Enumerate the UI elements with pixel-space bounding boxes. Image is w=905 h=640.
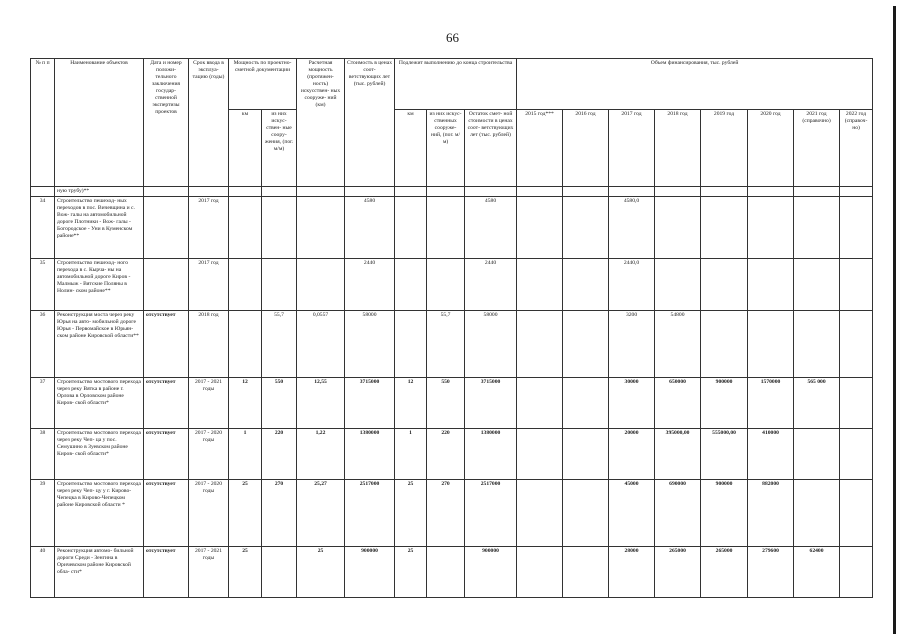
table-row-continuation xyxy=(31,187,873,197)
cell-no: 36 xyxy=(31,311,55,378)
cell-term: 2017 год xyxy=(189,259,229,311)
cell-year xyxy=(517,547,563,598)
cell-rem-cost: 900000 xyxy=(465,547,517,598)
cell-cost xyxy=(345,187,395,197)
header-date: Дата и номер положи- тельного заключения государ- ственной экспертизы проектов xyxy=(144,59,189,187)
header-year: 2021 год (справочно) xyxy=(794,110,840,187)
cell-year xyxy=(563,547,609,598)
cell-no: 39 xyxy=(31,480,55,547)
cell-year xyxy=(517,197,563,259)
cell-date xyxy=(144,259,189,311)
cell-cost: 900000 xyxy=(345,547,395,598)
cell-name: Строительство пешеход- ных переходов в пос. Вичевщина и с. Вож- галы на автомобильной дороге Плотники - Вож- галы - Богородское - Уни в Куменском районе** xyxy=(55,197,144,259)
cell-rem-cost: 3715000 xyxy=(465,378,517,429)
cell-name: Строительство мостового перехода через реку Вятка в районе г. Орлова в Орловском районе Киров- ской области* xyxy=(55,378,144,429)
cell-year: 265000 xyxy=(655,547,701,598)
cell-year xyxy=(609,187,655,197)
cell-year xyxy=(748,311,794,378)
cell-year: 690000 xyxy=(655,480,701,547)
cell-rem-art xyxy=(427,197,465,259)
header-year: 2017 год xyxy=(609,110,655,187)
cell-year xyxy=(563,187,609,197)
header-year: 2019 год xyxy=(701,110,748,187)
cell-km xyxy=(229,259,262,311)
cell-rem-km xyxy=(395,311,427,378)
cell-date: отсутствует xyxy=(144,311,189,378)
cell-km: 25 xyxy=(229,547,262,598)
cell-term xyxy=(189,187,229,197)
cell-cost: 58000 xyxy=(345,311,395,378)
cell-name: Строительство пешеход- ного перехода в с. Кырча- ны на автомобильной дороге Киров - Малмыж - Вятские Поляны в Нолин- ском районе** xyxy=(55,259,144,311)
cell-year xyxy=(840,547,873,598)
cell-year: 882000 xyxy=(748,480,794,547)
cell-km xyxy=(229,311,262,378)
cell-year xyxy=(517,311,563,378)
header-no: № п п xyxy=(31,59,55,187)
table-row xyxy=(31,429,873,480)
cell-year xyxy=(563,311,609,378)
cell-calc: 0,0557 xyxy=(297,311,345,378)
cell-year xyxy=(840,378,873,429)
cell-year: 395000,00 xyxy=(655,429,701,480)
table-row xyxy=(31,311,873,378)
cell-year: 900000 xyxy=(701,378,748,429)
cell-year xyxy=(794,197,840,259)
cell-year: 28000 xyxy=(609,547,655,598)
cell-date xyxy=(144,187,189,197)
cell-year: 45000 xyxy=(609,480,655,547)
cell-year xyxy=(655,259,701,311)
cell-name: ную трубу)** xyxy=(55,187,144,197)
cell-cost: 3715000 xyxy=(345,378,395,429)
cell-no: 37 xyxy=(31,378,55,429)
cell-year xyxy=(794,311,840,378)
cell-year xyxy=(748,197,794,259)
header-rem-km: км xyxy=(395,110,427,187)
cell-rem-km: 25 xyxy=(395,547,427,598)
cell-year xyxy=(840,197,873,259)
cell-art xyxy=(262,187,297,197)
cell-year: 2440,0 xyxy=(609,259,655,311)
cell-km: 1 xyxy=(229,429,262,480)
header-year: 2020 год xyxy=(748,110,794,187)
cell-cost: 4580 xyxy=(345,197,395,259)
cell-rem-art xyxy=(427,547,465,598)
header-year: 2016 год xyxy=(563,110,609,187)
cell-year xyxy=(840,259,873,311)
cell-calc xyxy=(297,187,345,197)
cell-date: отсутствует xyxy=(144,378,189,429)
cell-no xyxy=(31,187,55,197)
cell-no: 35 xyxy=(31,259,55,311)
cell-year xyxy=(748,259,794,311)
cell-year: 279600 xyxy=(748,547,794,598)
header-capacity-km: км xyxy=(229,110,262,187)
cell-year xyxy=(563,378,609,429)
cell-rem-cost: 2440 xyxy=(465,259,517,311)
cell-calc: 12,55 xyxy=(297,378,345,429)
cell-year xyxy=(563,480,609,547)
cell-rem-km xyxy=(395,259,427,311)
cell-year xyxy=(563,429,609,480)
cell-rem-km: 25 xyxy=(395,480,427,547)
cell-year: 650000 xyxy=(655,378,701,429)
cell-year: 900000 xyxy=(701,480,748,547)
cell-cost: 2517000 xyxy=(345,480,395,547)
cell-year xyxy=(794,187,840,197)
cell-year: 265000 xyxy=(701,547,748,598)
header-rem-art: из них искус- ственных сооруже- ний, (пог. м/м) xyxy=(427,110,465,187)
cell-year xyxy=(840,429,873,480)
cell-rem-km xyxy=(395,187,427,197)
cell-year: 565 000 xyxy=(794,378,840,429)
cell-rem-art xyxy=(427,187,465,197)
cell-year xyxy=(517,378,563,429)
cell-term: 2017 год xyxy=(189,197,229,259)
cell-year: 30000 xyxy=(609,378,655,429)
cell-term: 2017 - 2021 годы xyxy=(189,378,229,429)
cell-name: Строительство мостового перехода через реку Чеп- цу у г. Кирово-Чепецка в Кирово-Чепецком районе Кировской области * xyxy=(55,480,144,547)
cell-year: 54800 xyxy=(655,311,701,378)
cell-term: 2017 - 2021 годы xyxy=(189,547,229,598)
cell-art: 270 xyxy=(262,480,297,547)
header-calc: Расчетная мощность (протяжен- ность) искусствен- ных сооруже- ний (км) xyxy=(297,59,345,187)
cell-cost: 1380000 xyxy=(345,429,395,480)
cell-year xyxy=(563,259,609,311)
cell-year xyxy=(701,311,748,378)
cell-rem-cost: 1380000 xyxy=(465,429,517,480)
cell-year xyxy=(701,259,748,311)
cell-year xyxy=(517,259,563,311)
cell-name: Строительство мостового перехода через реку Чеп- ца у пос. Семушино в Зуевском районе Киров- ской области* xyxy=(55,429,144,480)
cell-year xyxy=(563,197,609,259)
cell-art: 220 xyxy=(262,429,297,480)
page-number: 66 xyxy=(446,30,459,45)
cell-year: 62400 xyxy=(794,547,840,598)
cell-rem-art: 550 xyxy=(427,378,465,429)
cell-calc: 1,22 xyxy=(297,429,345,480)
cell-km xyxy=(229,187,262,197)
cell-rem-cost: 58000 xyxy=(465,311,517,378)
cell-art xyxy=(262,547,297,598)
header-cost: Стоимость в ценах соот- ветствующих лет (тыс. рублей) xyxy=(345,59,395,187)
table-row xyxy=(31,547,873,598)
cell-art xyxy=(262,197,297,259)
cell-km xyxy=(229,197,262,259)
cell-name: Реконструкция моста через реку Юрья на авто- мобильной дороге Юрья - Первомайское в Юрьян- ском районе Кировской области** xyxy=(55,311,144,378)
cell-no: 40 xyxy=(31,547,55,598)
header-rem-cost: Остаток смет- ной стоимости в ценах соот- ветствующих лет (тыс. рублей) xyxy=(465,110,517,187)
cell-cost: 2440 xyxy=(345,259,395,311)
cell-year: 555000,00 xyxy=(701,429,748,480)
cell-year xyxy=(517,187,563,197)
cell-no: 34 xyxy=(31,197,55,259)
cell-year xyxy=(655,197,701,259)
header-name: Наименование объектов xyxy=(55,59,144,187)
cell-date: отсутствует xyxy=(144,429,189,480)
header-capacity: Мощность по проектно-сметной документации xyxy=(229,59,297,110)
table-row xyxy=(31,197,873,259)
cell-km: 12 xyxy=(229,378,262,429)
cell-year xyxy=(748,187,794,197)
cell-rem-art: 270 xyxy=(427,480,465,547)
cell-rem-cost xyxy=(465,187,517,197)
cell-km: 25 xyxy=(229,480,262,547)
cell-calc xyxy=(297,259,345,311)
cell-rem-art: 220 xyxy=(427,429,465,480)
cell-no: 38 xyxy=(31,429,55,480)
cell-term: 2017 - 2020 годы xyxy=(189,480,229,547)
cell-date: отсутствует xyxy=(144,547,189,598)
cell-term: 2018 год xyxy=(189,311,229,378)
table-row xyxy=(31,378,873,429)
cell-year: 4580,0 xyxy=(609,197,655,259)
cell-calc xyxy=(297,197,345,259)
cell-date xyxy=(144,197,189,259)
cell-year xyxy=(794,429,840,480)
header-remaining: Подлежит выполнению до конца строительства xyxy=(395,59,517,110)
cell-year xyxy=(840,311,873,378)
cell-year xyxy=(794,259,840,311)
page-edge-bar xyxy=(893,6,896,634)
cell-year xyxy=(840,480,873,547)
cell-rem-km: 1 xyxy=(395,429,427,480)
cell-year: 3200 xyxy=(609,311,655,378)
cell-year xyxy=(840,187,873,197)
cell-art: 550 xyxy=(262,378,297,429)
cell-year: 410000 xyxy=(748,429,794,480)
header-capacity-art: из них искус- ствен- ные соору- жения, (пог. м/м) xyxy=(262,110,297,187)
header-year: 2022 год (справоч- но) xyxy=(840,110,873,187)
cell-rem-km xyxy=(395,197,427,259)
cell-year: 20000 xyxy=(609,429,655,480)
cell-calc: 25 xyxy=(297,547,345,598)
cell-year xyxy=(794,480,840,547)
cell-art xyxy=(262,259,297,311)
header-term: Срок ввода в эксплуа- тацию (годы) xyxy=(189,59,229,187)
cell-rem-art: 55,7 xyxy=(427,311,465,378)
header-funding: Объем финансирования, тыс. рублей xyxy=(517,59,873,110)
cell-term: 2017 - 2020 годы xyxy=(189,429,229,480)
cell-date: отсутствует xyxy=(144,480,189,547)
cell-art: 55,7 xyxy=(262,311,297,378)
cell-year xyxy=(655,187,701,197)
cell-year xyxy=(701,187,748,197)
cell-name: Реконструкция автомо- бильной дороги Среди - Зенгина в Оричевском районе Кировской обла- сти* xyxy=(55,547,144,598)
cell-year: 1570000 xyxy=(748,378,794,429)
table-row xyxy=(31,480,873,547)
cell-calc: 25,27 xyxy=(297,480,345,547)
cell-year xyxy=(701,197,748,259)
cell-rem-art xyxy=(427,259,465,311)
cell-rem-km: 12 xyxy=(395,378,427,429)
cell-rem-cost: 2517000 xyxy=(465,480,517,547)
construction-table xyxy=(30,58,873,598)
header-year: 2015 год*** xyxy=(517,110,563,187)
cell-year xyxy=(517,480,563,547)
cell-year xyxy=(517,429,563,480)
header-year: 2018 год xyxy=(655,110,701,187)
table-row xyxy=(31,259,873,311)
cell-rem-cost: 4580 xyxy=(465,197,517,259)
